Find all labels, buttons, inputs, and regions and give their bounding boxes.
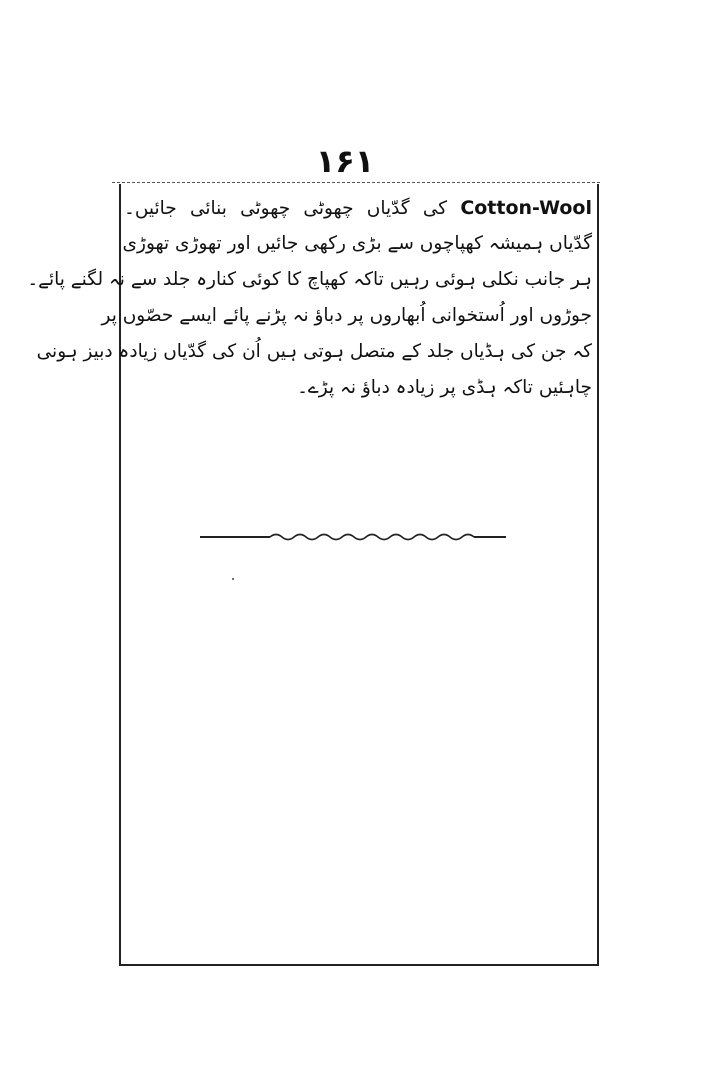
speck-mark: [232, 578, 234, 580]
page-number: ۱۶۱: [315, 142, 375, 180]
text-line-6: چاہئیں تاکہ ہڈی پر زیادہ دباؤ نہ پڑے۔: [297, 377, 592, 398]
english-term: Cotton-Wool: [460, 197, 592, 219]
text-line-4: جوڑوں اور اُستخوانی اُبھاروں پر دباؤ نہ پڑنے پائے ایسے حصّوں پر: [101, 305, 592, 326]
text-line-5: کہ جن کی ہڈیاں جلد کے متصل ہوتی ہیں اُن کی گدّیاں زیادہ دبیز ہونی: [36, 341, 592, 362]
body-text: [27, 190, 592, 406]
text-line-1-urdu: کی گدّیاں چھوٹی چھوٹی بنائی جائیں۔: [124, 198, 448, 219]
header-rule: [112, 182, 600, 183]
text-line-1: [124, 190, 592, 226]
text-line-3: ہر جانب نکلی ہوئی رہیں تاکہ کھپاچ کا کوئی کنارہ جلد سے نہ لگنے پائے۔: [27, 269, 592, 290]
text-line-2: گدّیاں ہمیشہ کھپاچوں سے بڑی رکھی جائیں اور تھوڑی تھوڑی: [122, 233, 592, 254]
section-end-ornament: [200, 530, 506, 544]
